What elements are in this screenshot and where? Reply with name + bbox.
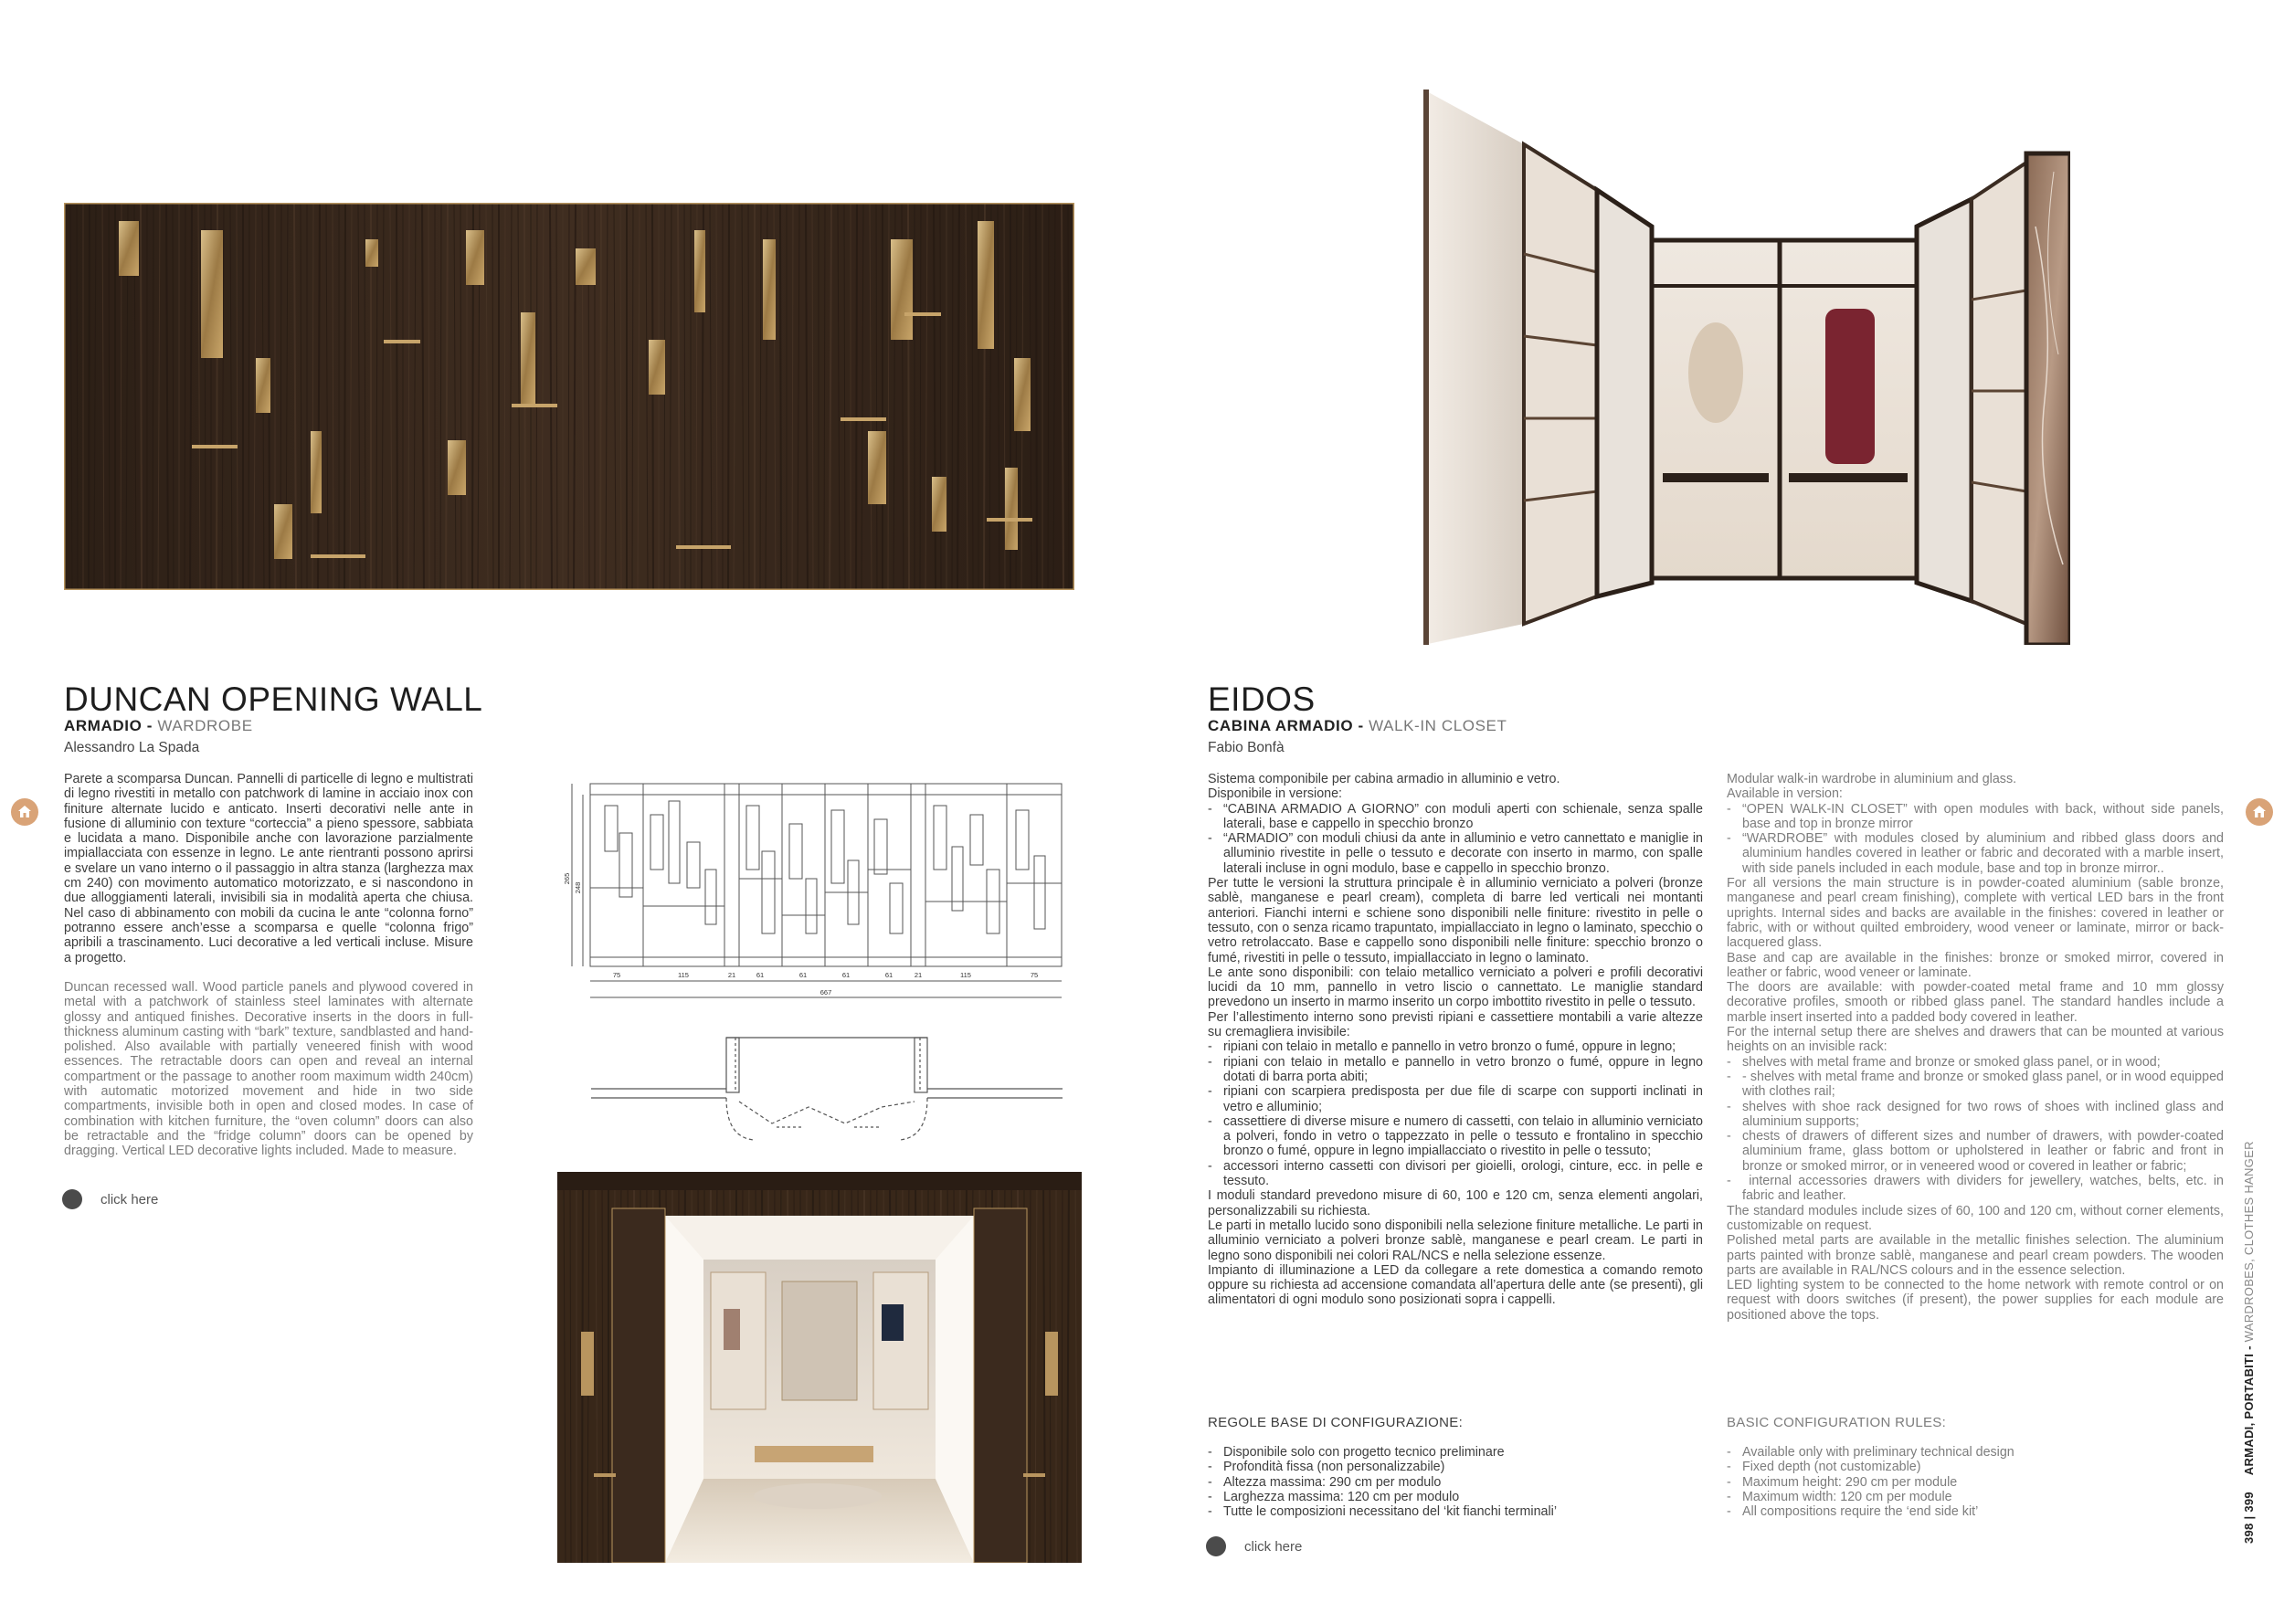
list-item: - cassettiere di diverse misure e numero di cassetti, con telaio in alluminio verniciato a polveri, fondo in vetro o tappezzato in pelle o tessuto e frontalino in specchio bronzo o fumé, oppure in legno impiallacciato o rivestito in pelle o tessuto;	[1208, 1114, 1703, 1159]
eidos-en-versions	[1727, 802, 2224, 876]
list-item: - accessori interno cassetti con divisori per gioielli, orologi, cinture, ecc. in pelle e tessuto.	[1208, 1159, 1703, 1189]
brass-insert	[649, 340, 665, 395]
eidos-it-internal	[1208, 1039, 1703, 1188]
door-handle	[841, 417, 886, 421]
eidos-en-internal	[1727, 1055, 2224, 1204]
duncan-designer: Alessandro La Spada	[64, 740, 200, 755]
brass-insert	[868, 431, 886, 504]
section-name-en: WARDROBES, CLOTHES HANGER	[2242, 1141, 2256, 1343]
brass-insert	[274, 504, 292, 559]
list-item: - ripiani con scarpiera predisposta per due file di scarpe con supporti inclinati in vetro e alluminio;	[1208, 1084, 1703, 1114]
eidos-it-p5: Le parti in metallo lucido sono disponibili nella selezione finiture metalliche. Le parti in alluminio verniciato a polveri bronze sablè, manganese e pearl cream. Le parti in legno sono disponibili nei colori RAL/NCS e nella selezione essenze.	[1208, 1218, 1703, 1263]
eidos-it-p4: I moduli standard prevedono misure di 60, 100 e 120 cm, senza elementi angolari, personalizzabili su richiesta.	[1208, 1188, 1703, 1218]
duncan-click-here[interactable]	[62, 1189, 158, 1209]
eidos-it-versions	[1208, 802, 1703, 876]
dim-width-3: 61	[756, 971, 765, 979]
eidos-en-p7: LED lighting system to be connected to the home network with remote control or on request with doors switches (if present), the power supplies for each module are positioned above the tops.	[1727, 1278, 2224, 1323]
list-item: - All compositions require the ‘end side kit’	[1727, 1504, 2220, 1519]
duncan-elevation-drawing	[559, 778, 1071, 1007]
list-item: - shelves with shoe rack designed for two rows of shoes with inclined glass and aluminium supports;	[1727, 1100, 2224, 1130]
door-handle	[384, 340, 420, 343]
brass-insert	[891, 239, 913, 340]
eidos-category-en: WALK-IN CLOSET	[1369, 717, 1507, 734]
list-item: - “ARMADIO” con moduli chiusi da ante in alluminio e vetro cannettato e maniglie in alluminio rivestite in pelle o tessuto e decorate con inserto in marmo, con spalle laterali incluse in ogni modulo, base e cappello in specchio bronzo.	[1208, 831, 1703, 876]
eidos-en-p1: For all versions the main structure is in powder-coated aluminium (sable bronze, manganese and pearl cream finishing), complete with vertical LED bars in the front uprights. Internal sides and backs are available in the finishes: covered in leather or fabric, with or without quilted embroidery, wood veneer or laminate, mirror or back-lacquered glass.	[1727, 876, 2224, 951]
eidos-en-p3: The doors are available: with powder-coated metal frame and 10 mm glossy decorative profiles, smooth or ribbed glass panel. The standard handles include a marble insert inserted into a padded body covered in leather.	[1727, 980, 2224, 1025]
eidos-en-p5: The standard modules include sizes of 60, 100 and 120 cm, without corner elements, customizable on request.	[1727, 1203, 2224, 1233]
brass-insert	[311, 431, 322, 513]
brass-insert	[763, 239, 776, 340]
list-item: - Fixed depth (not customizable)	[1727, 1460, 2220, 1474]
eidos-it-avail: Disponibile in versione:	[1208, 786, 1343, 802]
duncan-wall-photo	[64, 203, 1074, 590]
door-handle	[512, 404, 557, 407]
list-item: - - shelves with metal frame and bronze or smoked glass panel, or in wood equipped with clothes rail;	[1727, 1070, 2224, 1100]
eidos-desc-en	[1727, 772, 2224, 1323]
list-item: - “CABINA ARMADIO A GIORNO” con moduli aperti con schienale, senza spalle laterali, base e cappello in specchio bronzo	[1208, 802, 1703, 832]
list-item: - Larghezza massima: 120 cm per modulo	[1208, 1490, 1701, 1504]
list-item: - Available only with preliminary technical design	[1727, 1445, 2220, 1460]
door-handle	[904, 312, 941, 316]
section-sep: -	[2242, 1342, 2256, 1354]
duncan-click-label: click here	[100, 1191, 159, 1207]
eidos-category-sep: -	[1353, 717, 1369, 734]
eidos-title: EIDOS	[1208, 680, 1316, 718]
list-item: - shelves with metal frame and bronze or smoked glass panel, or in wood;	[1727, 1055, 2224, 1070]
brass-insert	[978, 221, 994, 349]
dim-width-7: 21	[914, 971, 923, 979]
rules-it-title: REGOLE BASE DI CONFIGURAZIONE:	[1208, 1415, 1464, 1430]
dim-width-1: 115	[678, 971, 689, 979]
duncan-desc-it: Parete a scomparsa Duncan. Pannelli di particelle di legno e multistrati di legno rivestiti in metallo con patchwork di lamine in acciaio inox con finiture alternate lucido e anticato. Inserti decorativi nelle ante in fusione di alluminio con texture “corteccia” a pieno spessore, sabbiata e lucidata a mano. Disponibile anche con lavorazione parzialmente impiallacciata con essenze in legno. Le ante rientranti possono aprirsi e svelare un vano interno o il passaggio in altra stanza (larghezza max cm 240) con movimento automatico motorizzato, e si nascondono in due alloggiamenti laterali, invisibili sia in modalità aperta che chiusa. Nel caso di abbinamento con mobili da cucina le ante “colonna forno” potranno essere anch’esse a scomparsa e quelle “colonna frigo” apribili a trascinamento. Luci decorative a led verticali incluse. Misure a progetto.	[64, 772, 473, 965]
eidos-it-intro: Sistema componibile per cabina armadio in alluminio e vetro.	[1208, 772, 1560, 786]
dim-total: 667	[819, 988, 832, 997]
home-button-left[interactable]	[11, 798, 38, 826]
home-icon	[2251, 804, 2268, 820]
list-item: - Maximum height: 290 cm per module	[1727, 1475, 2220, 1490]
eidos-en-intro: Modular walk-in wardrobe in aluminium and glass.	[1727, 772, 2017, 786]
eidos-it-p2: Le ante sono disponibili: con telaio metallico verniciato a polveri e profili decorativi lucidi da 10 mm, pannello in vetro liscio o cannettato. Le maniglie standard prevedono un inserto in marmo inserito un corpo imbottito rivestito in pelle o tessuto.	[1208, 965, 1703, 1010]
brass-insert	[1014, 358, 1031, 431]
duncan-category-sep: -	[142, 717, 158, 734]
list-item: - “WARDROBE” with modules closed by aluminium and ribbed glass doors and aluminium handles covered in leather or fabric and decorated with a marble insert, with side panels included in each module, base and top in bronze mirror..	[1727, 831, 2224, 876]
eidos-it-p3: Per l’allestimento interno sono previsti ripiani e cassettiere montabili a varie altezze su cremagliera invisibile:	[1208, 1009, 1703, 1040]
eidos-it-p6: Impianto di illuminazione a LED da collegare a rete domestica a comando remoto oppure su richiesta ad accensione comandata all’apertura delle ante (se presenti), gli alimentatori di ogni modulo sono posizionati sopra i cappelli.	[1208, 1262, 1703, 1308]
duncan-desc-en: Duncan recessed wall. Wood particle panels and plywood covered in metal with a patchwork of stainless steel laminates with alternate glossy and antiqued finishes. Decorative inserts in the doors in full-thickness aluminum casting with “bark” texture, sandblasted and hand-polished. Also available with partially veneered finish with wood essences. The retractable doors can open and reveal an internal compartment or the passage to another room maximum width 240cm) with automatic motorized movement and hide in two side compartments, invisible both in open and closed modes. In case of combination with kitchen furniture, the “oven column” doors can also be retractable and the “fridge column” doors can be opened by dragging. Vertical LED decorative lights included. Made to measure.	[64, 980, 473, 1159]
duncan-title: DUNCAN OPENING WALL	[64, 680, 483, 718]
duncan-category-it: ARMADIO	[64, 717, 143, 734]
dim-width-9: 75	[1030, 971, 1039, 979]
door-handle	[676, 545, 731, 549]
home-button-right[interactable]	[2246, 798, 2273, 826]
dot-icon	[62, 1189, 82, 1209]
dim-height-inner: 248	[574, 881, 582, 894]
duncan-plan-drawing	[589, 1032, 1064, 1151]
duncan-open-photo	[557, 1172, 1082, 1563]
list-item: - ripiani con telaio in metallo e pannello in vetro bronzo o fumé, oppure in legno;	[1208, 1039, 1703, 1054]
door-handle	[192, 445, 238, 448]
list-item: - ripiani con telaio in metallo e pannello in vetro bronzo o fumé, oppure in legno dotati di barra porta abiti;	[1208, 1055, 1703, 1085]
page-numbers: 398 | 399	[2242, 1492, 2256, 1544]
brass-insert	[521, 312, 535, 404]
page-footer-vertical	[2242, 1141, 2256, 1544]
list-item: - Altezza massima: 290 cm per modulo	[1208, 1475, 1701, 1490]
dot-icon	[1206, 1536, 1226, 1556]
eidos-en-p2: Base and cap are available in the finishes: bronze or smoked mirror, covered in leather or fabric, wood veneer or laminate.	[1727, 950, 2224, 980]
eidos-en-avail: Available in version:	[1727, 786, 1843, 802]
rules-it-list	[1208, 1445, 1701, 1519]
eidos-desc-it	[1208, 772, 1703, 1308]
rules-en-title: BASIC CONFIGURATION RULES:	[1727, 1415, 1947, 1430]
list-item: - chests of drawers of different sizes and number of drawers, with powder-coated aluminium frame, glass bottom or upholstered in leather or fabric and front in bronze or smoked mirror, or in veneered wood or covered in leather or fabric;	[1727, 1129, 2224, 1174]
home-icon	[16, 804, 33, 820]
list-item: - “OPEN WALK-IN CLOSET” with open modules with back, without side panels, base and top in bronze mirror	[1727, 802, 2224, 832]
eidos-it-p1: Per tutte le versioni la struttura principale è in alluminio verniciato a polveri (bronze sablè, manganese e pearl cream), completa di barre led verticali nei montanti anteriori. Fianchi interni e schiene sono disponibili nelle finiture: rivestito in pelle o tessuto, con o senza ricamo trapuntato, impiallacciato in legno o laminato, specchio o vetro retrolaccato. Base e cappello sono disponibili nelle finiture: specchio bronzo o fumé, rivestiti in pelle o tessuto, impiallacciato in legno o laminato.	[1208, 876, 1703, 965]
eidos-closet-photo	[1423, 90, 2070, 645]
brass-insert	[256, 358, 270, 413]
eidos-category	[1208, 717, 1507, 735]
brass-insert	[365, 239, 378, 267]
list-item: - Tutte le composizioni necessitano del ‘kit fianchi terminali’	[1208, 1504, 1701, 1519]
eidos-designer: Fabio Bonfà	[1208, 740, 1285, 755]
dim-height-total: 265	[563, 872, 571, 885]
duncan-category-en: WARDROBE	[157, 717, 253, 734]
duncan-category	[64, 717, 253, 735]
door-handle	[987, 518, 1032, 522]
brass-insert	[466, 230, 484, 285]
rules-en-list	[1727, 1445, 2220, 1519]
dim-width-0: 75	[612, 971, 621, 979]
eidos-en-p4: For the internal setup there are shelves and drawers that can be mounted at various heights on an invisible rack:	[1727, 1025, 2224, 1055]
door-handle	[311, 554, 365, 558]
list-item: - Profondità fissa (non personalizzabile)	[1208, 1460, 1701, 1474]
brass-insert	[932, 477, 946, 532]
list-item: - internal accessories drawers with dividers for jewellery, watches, belts, etc. in fabric and leather.	[1727, 1174, 2224, 1204]
dim-width-5: 61	[841, 971, 851, 979]
dim-width-4: 61	[798, 971, 808, 979]
eidos-en-p6: Polished metal parts are available in the metallic finishes selection. The aluminium parts painted with bronze sablè, manganese and pearl cream powders. The wooden parts are available in RAL/NCS colours and in the essence selection.	[1727, 1233, 2224, 1278]
eidos-click-here[interactable]	[1206, 1536, 1302, 1556]
eidos-category-it: CABINA ARMADIO	[1208, 717, 1354, 734]
brass-insert	[448, 440, 466, 495]
brass-insert	[576, 248, 596, 285]
brass-insert	[201, 230, 223, 358]
brass-insert	[694, 230, 705, 312]
list-item: - Disponibile solo con progetto tecnico preliminare	[1208, 1445, 1701, 1460]
brass-insert	[1005, 468, 1018, 550]
list-item: - Maximum width: 120 cm per module	[1727, 1490, 2220, 1504]
dim-width-2: 21	[727, 971, 736, 979]
brass-insert	[119, 221, 139, 276]
eidos-click-label: click here	[1244, 1538, 1303, 1555]
dim-width-6: 61	[884, 971, 894, 979]
dim-width-8: 115	[960, 971, 971, 979]
section-name: ARMADI, PORTABITI	[2242, 1353, 2256, 1476]
